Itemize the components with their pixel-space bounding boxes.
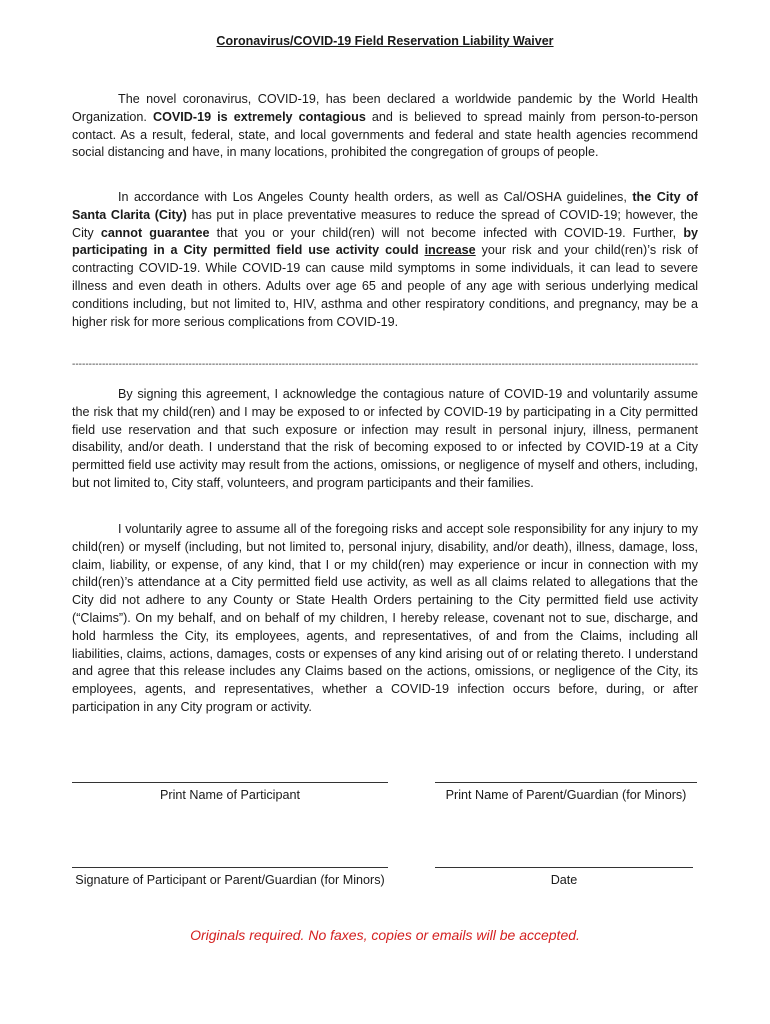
bold-run: by participating in a City permitted field use activity could [72, 225, 699, 258]
bold-run: the City of Santa Clarita (City) [72, 190, 698, 222]
dashed-divider: -------------------------------------------------------------------------------------------------------------------------------------------------------------------------------------------- [72, 359, 698, 370]
bold-run: cannot guarantee [100, 225, 210, 240]
paragraph-release: I voluntarily agree to assume all of the foregoing risks and accept sole responsibility for any injury to my child(ren) or myself (including, but not limited to, personal injury, disability, and/or death), illness, damage, loss, claim, liability, or expense, of any kind, that I or my child(ren) may experience or incur in connection with my child(ren)’s attendance at a City permitted field use activity, as well as all claims related to allegations that the City did not adhere to any County or State Health Orders pertaining to the City permitted field use activity (“Claims”). On my behalf, and on behalf of my children, I hereby release, covenant not to sue, discharge, and hold harmless the City, its employees, agents, and representatives, of and from the Claims, including all liabilities, claims, actions, damages, costs or expenses of any kind arising out of or relating thereto. I understand and agree that this release includes any Claims based on the actions, omissions, or negligence of the City, its employees, agents, and representatives, whether a COVID-19 infection occurs before, during, or after participation in any City program or activity. [72, 522, 698, 714]
document-title: Coronavirus/COVID-19 Field Reservation Liability Waiver [216, 34, 554, 48]
paragraph-acknowledgement: By signing this agreement, I acknowledge the contagious nature of COVID-19 and voluntarily assume the risk that my child(ren) and I may be exposed to or infected by COVID-19 by participating in a City permitted field use reservation and that such exposure or infection may result in personal injury, illness, permanent disability, and/or death. I understand that the risk of becoming exposed to or infected by COVID-19 at a City permitted field use activity may result from the actions, omissions, or negligence of myself and others, including, but not limited to, City staff, volunteers, and program participants and their families. [72, 387, 698, 490]
text-run: your risk and your child(ren)’s risk of contracting COVID-19. While COVID-19 can cause mild symptoms in some individuals, it can lead to severe illness and even death in others. Adults over age 65 and people of any age with serious underlying medical conditions including, but not limited to, HIV, asthma and other respiratory conditions, and pregnancy, may be a higher risk for more serious complications from COVID-19. [72, 243, 698, 329]
paragraph-pandemic [72, 91, 698, 162]
bold-underlined-run: increase [424, 243, 476, 258]
signature-label: Signature of Participant or Parent/Guardian (for Minors) [75, 873, 385, 887]
text-run: has put in place preventative measures to reduce the spread of COVID-19; however, the City [72, 207, 698, 240]
text-run: In accordance with Los Angeles County health orders, as well as Cal/OSHA guidelines, [118, 190, 633, 204]
originals-required-note: Originals required. No faxes, copies or emails will be accepted. [190, 927, 580, 943]
text-run: that you or your child(ren) will not become infected with COVID-19. Further, [209, 225, 684, 240]
paragraph-city-measures [72, 189, 698, 331]
date-line[interactable] [435, 867, 693, 868]
bold-run: COVID-19 is extremely contagious [153, 109, 366, 124]
text-run: and is believed to spread mainly from person-to-person contact. As a result, federal, state, and local governments and federal and state health agencies recommend social distancing and have, in many locations, prohibited the congregation of groups of people. [72, 109, 698, 160]
date-label: Date [550, 873, 578, 887]
guardian-name-label: Print Name of Parent/Guardian (for Minors) [445, 788, 687, 802]
text-run: The novel coronavirus, COVID-19, has been declared a worldwide pandemic by the World Health Organization. [72, 92, 698, 124]
participant-name-label: Print Name of Participant [160, 788, 300, 802]
signature-line[interactable] [72, 867, 388, 868]
guardian-name-line[interactable] [435, 782, 697, 783]
participant-name-line[interactable] [72, 782, 388, 783]
